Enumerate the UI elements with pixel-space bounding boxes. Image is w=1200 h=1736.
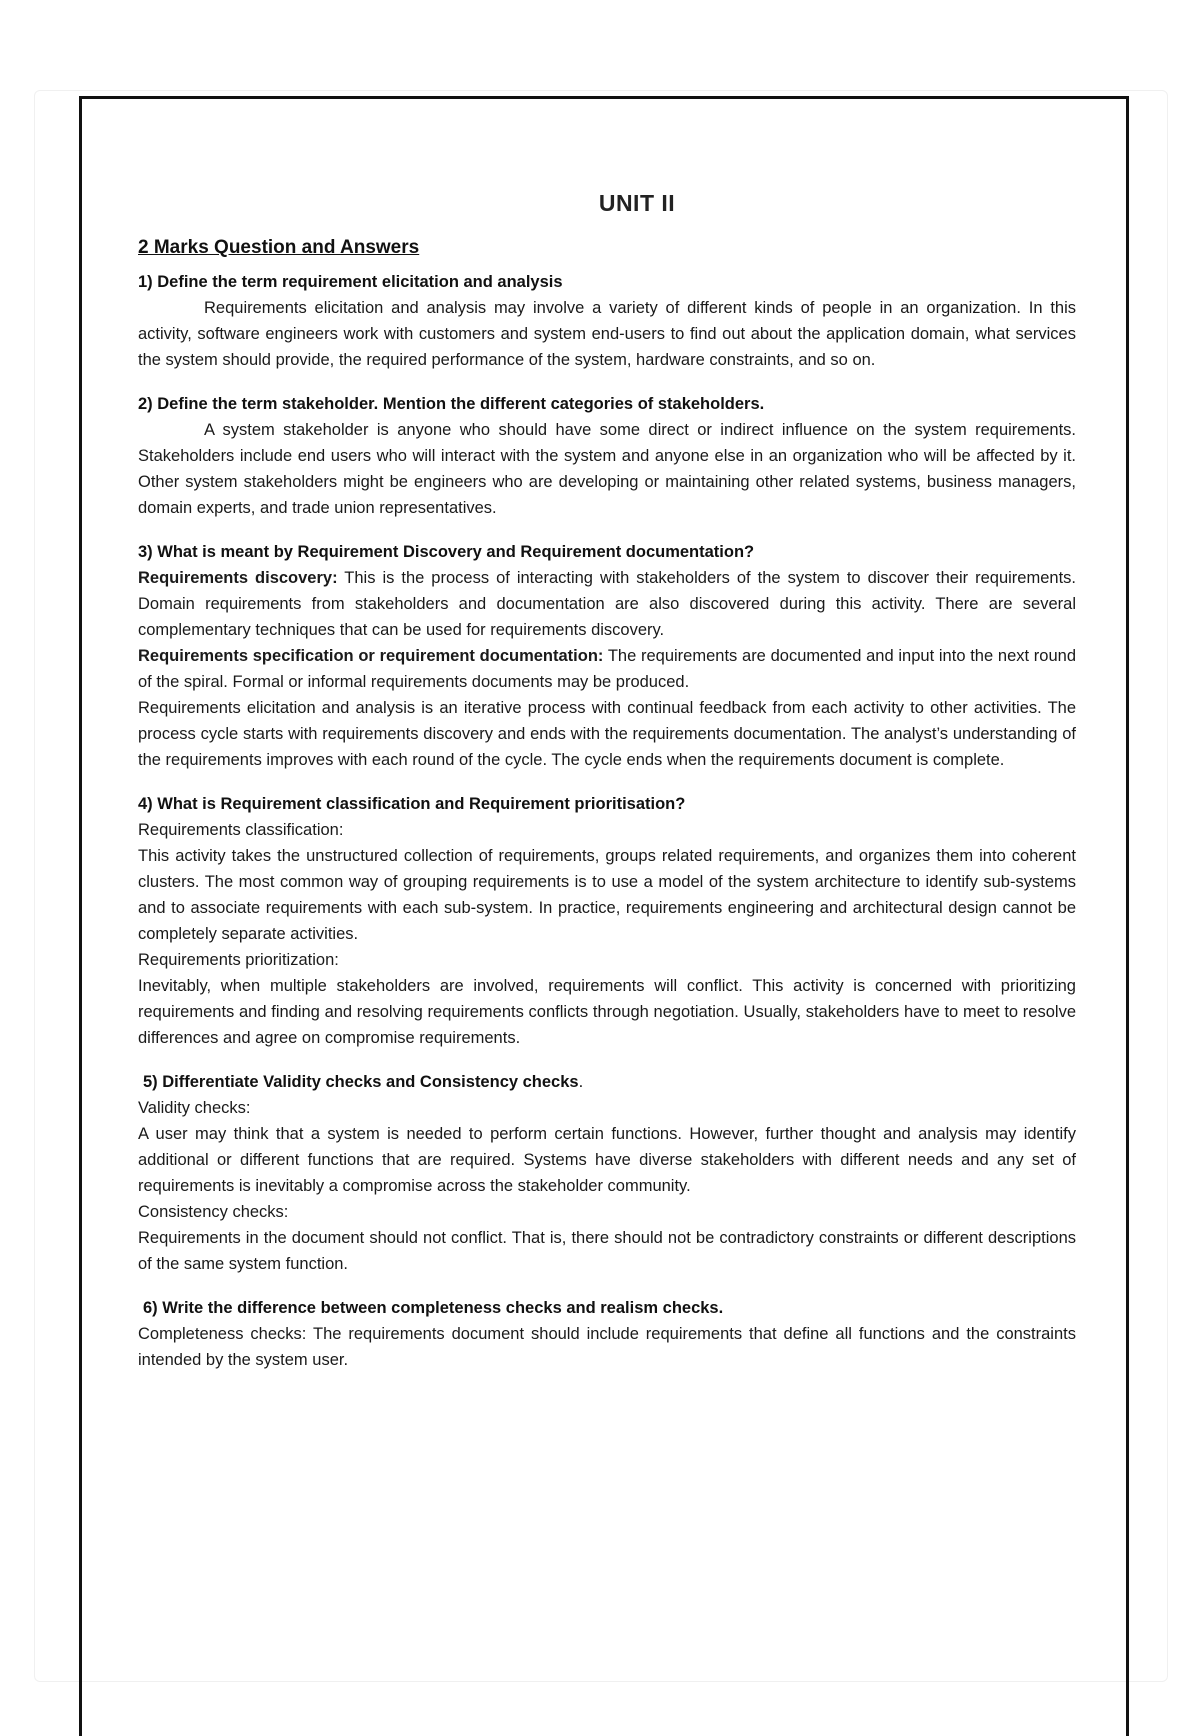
question-block-6	[138, 1299, 1076, 1373]
question-2-answer: A system stakeholder is anyone who should have some direct or indirect influence on the system requirements. Stakeholders include end users who will interact with the system and anyone else in an organization who will be affected by it. Other system stakeholders might be engineers who are developing or maintaining other related systems, business managers, domain experts, and trade union representatives.	[138, 421, 1076, 517]
question-5-text: 5) Differentiate Validity checks and Consistency checks	[143, 1073, 579, 1091]
question-5-heading	[138, 1073, 1076, 1092]
consistency-text: Requirements in the document should not conflict. That is, there should not be contradictory constraints or different descriptions of the same system function.	[138, 1229, 1076, 1273]
question-1-answer: Requirements elicitation and analysis may involve a variety of different kinds of people in an organization. In this activity, software engineers work with customers and system end-users to find out about the application domain, what services the system should provide, the required performance of the system, hardware constraints, and so on.	[138, 299, 1076, 369]
question-5-period: .	[578, 1073, 584, 1091]
consistency-label: Consistency checks:	[138, 1203, 289, 1221]
unit-title: UNIT II	[598, 190, 676, 216]
specification-text: The requirements are documented and input into the next round of the spiral. Formal or informal requirements documents may be produced.	[138, 647, 1077, 691]
validity-text: A user may think that a system is needed to perform certain functions. However, further thought and analysis may identify additional or different functions that are required. Systems have diverse stakeholders with different needs and any set of requirements is inevitably a compromise across the stakeholder community.	[138, 1125, 1076, 1195]
completeness-text: Completeness checks: The requirements document should include requirements that define all functions and the constraints intended by the system user.	[138, 1325, 1076, 1369]
process-paragraph: Requirements elicitation and analysis is an iterative process with continual feedback from each activity to other activities. The process cycle starts with requirements discovery and ends with the requirements documentation. The analyst’s understanding of the requirements improves with each round of the cycle. The cycle ends when the requirements document is complete.	[138, 699, 1076, 769]
question-1-heading: 1) Define the term requirement elicitation and analysis	[138, 273, 563, 291]
question-block-5	[138, 1073, 1076, 1277]
question-block-2	[138, 395, 1076, 521]
classification-text: This activity takes the unstructured collection of requirements, groups related requirements, and organizes them into coherent clusters. The most common way of grouping requirements is to use a model of the system architecture to identify sub-systems and to associate requirements with each sub-system. In practice, requirements engineering and architectural design cannot be completely separate activities.	[138, 847, 1076, 943]
question-3-heading: 3) What is meant by Requirement Discovery and Requirement documentation?	[138, 543, 755, 561]
classification-label: Requirements classification:	[138, 821, 344, 839]
question-4-heading: 4) What is Requirement classification and Requirement prioritisation?	[138, 795, 686, 813]
specification-paragraph	[138, 643, 1076, 695]
validity-label: Validity checks:	[138, 1099, 251, 1117]
question-block-1	[138, 273, 1076, 373]
question-6-heading: 6) Write the difference between completeness checks and realism checks.	[143, 1299, 724, 1317]
prioritization-text: Inevitably, when multiple stakeholders are involved, requirements will conflict. This activity is concerned with prioritizing requirements and finding and resolving requirements conflicts through negotiation. Usually, stakeholders have to meet to resolve differences and agree on compromise requirements.	[138, 977, 1076, 1047]
discovery-text: This is the process of interacting with stakeholders of the system to discover their requirements. Domain requirements from stakeholders and documentation are also discovered during this activity. There are several complementary techniques that can be used for requirements discovery.	[138, 569, 1076, 639]
discovery-label: Requirements discovery:	[138, 569, 338, 587]
section-heading: 2 Marks Question and Answers	[138, 237, 420, 258]
question-block-4	[138, 795, 1076, 1051]
prioritization-label: Requirements prioritization:	[138, 951, 339, 969]
specification-label: Requirements specification or requirement documentation:	[138, 647, 604, 665]
question-2-heading: 2) Define the term stakeholder. Mention the different categories of stakeholders.	[138, 395, 765, 413]
document-body	[138, 190, 1076, 1395]
question-block-3	[138, 543, 1076, 773]
discovery-paragraph	[138, 565, 1076, 643]
